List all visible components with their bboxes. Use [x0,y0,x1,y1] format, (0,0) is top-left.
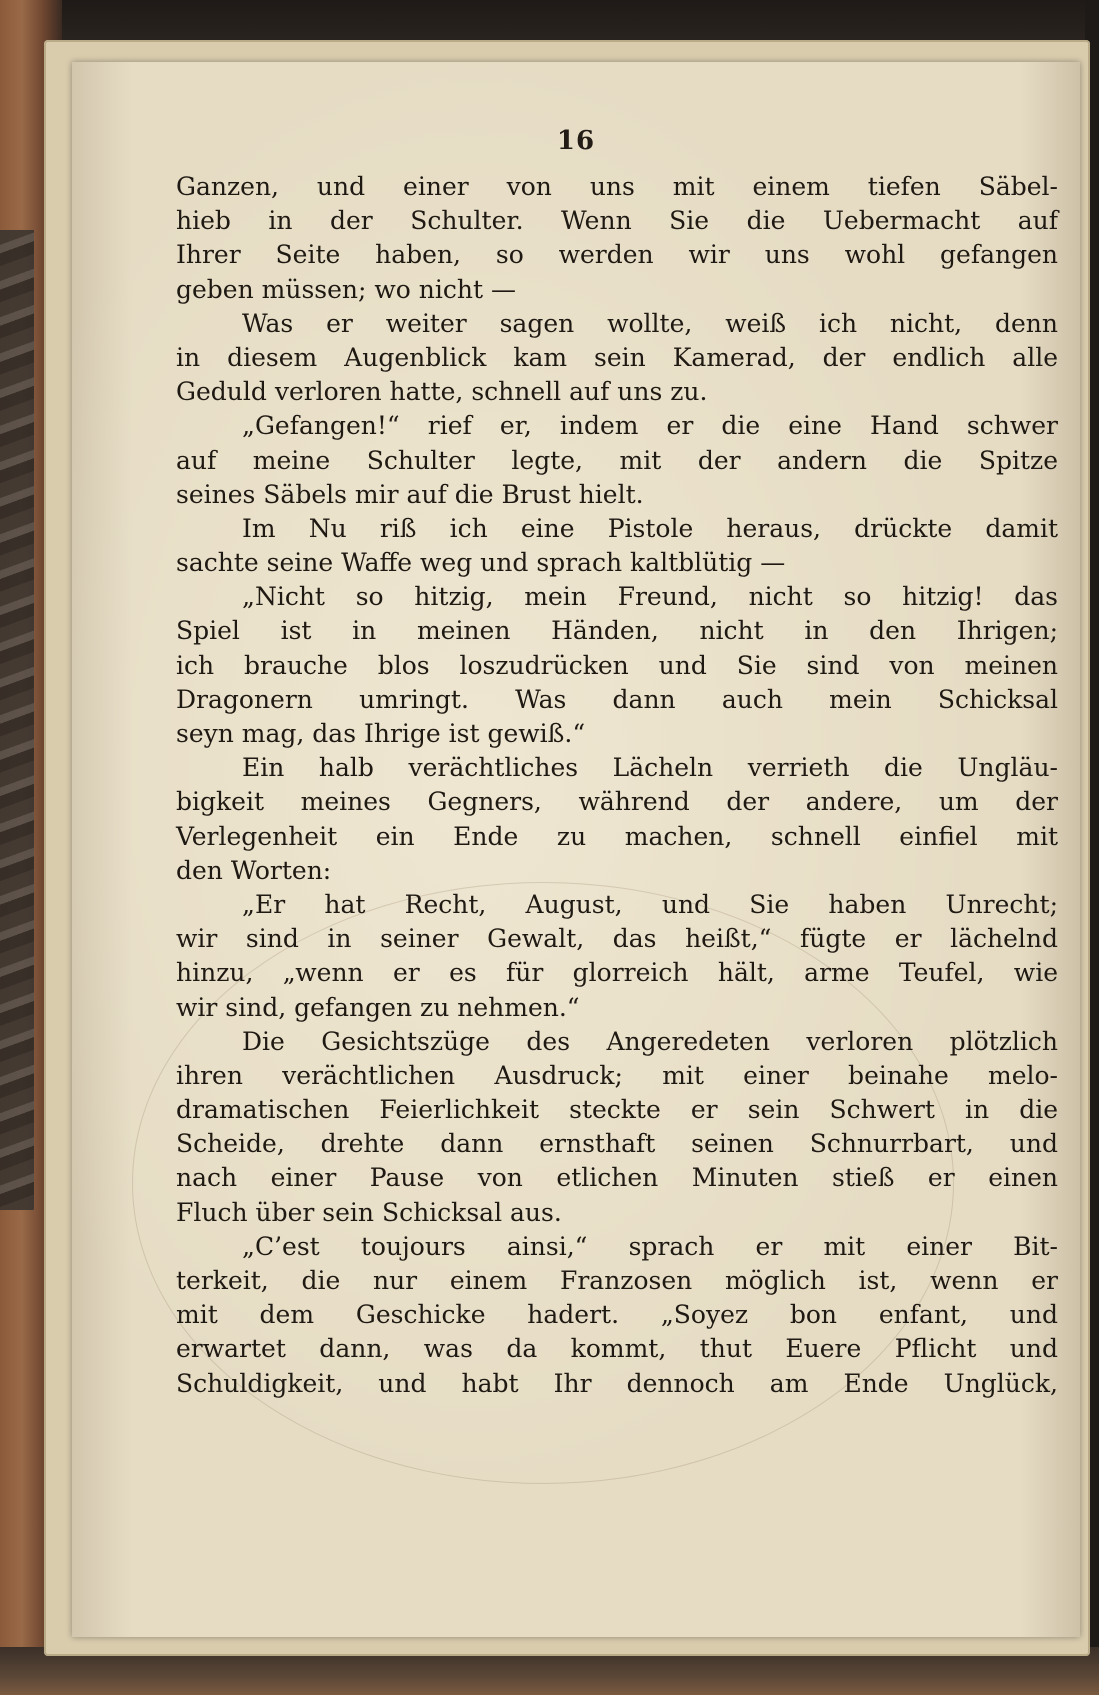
text-line: Geduld verloren hatte, schnell auf uns zu. [176,377,708,407]
text-line: Spiel ist in meinen Händen, nicht in den Ihrigen; [176,616,1058,646]
text-line: wir sind, gefangen zu nehmen.“ [176,992,580,1022]
text-line: ich brauche blos loszudrücken und Sie sind von meinen [176,650,1058,680]
page-number: 16 [556,126,596,156]
text-line: seyn mag, das Ihrige ist gewiß.“ [176,719,586,748]
text-line: geben müssen; wo nicht — [176,274,516,304]
text-line: Ganzen, und einer von uns mit einem tiefen Säbel- [176,172,1058,201]
text-line: „Er hat Recht, August, und Sie haben Unrecht; [242,889,1058,919]
text-line: „Nicht so hitzig, mein Freund, nicht so hitzig! das [242,582,1058,612]
text-line: Scheide, drehte dann ernsthaft seinen Schnurrbart, und [176,1129,1058,1159]
body-text [176,170,1058,1401]
text-line: Verlegenheit ein Ende zu machen, schnell einfiel mit [176,821,1058,851]
text-line: auf meine Schulter legte, mit der andern die Spitze [176,445,1058,475]
text-line: in diesem Augenblick kam sein Kamerad, der endlich alle [176,342,1058,372]
text-line: bigkeit meines Gegners, während der andere, um der [176,787,1058,817]
marbled-board [0,230,34,1210]
text-line: „C’est toujours ainsi,“ sprach er mit einer Bit- [242,1231,1058,1261]
text-line: erwartet dann, was da kommt, thut Euere Pflicht und [176,1334,1058,1364]
text-line: sachte seine Waffe weg und sprach kaltblütig — [176,548,786,578]
text-line: ihren verächtlichen Ausdruck; mit einer beinahe melo- [176,1060,1058,1090]
text-line: Die Gesichtszüge des Angeredeten verloren plötzlich [242,1026,1058,1056]
text-line: Fluch über sein Schicksal aus. [176,1197,562,1227]
text-line: Schuldigkeit, und habt Ihr dennoch am Ende Unglück, [176,1368,1058,1398]
text-line: Ihrer Seite haben, so werden wir uns wohl gefangen [176,240,1058,270]
text-line: den Worten: [176,855,332,885]
text-line: wir sind in seiner Gewalt, das heißt,“ fügte er lächelnd [176,924,1058,954]
text-line: „Gefangen!“ rief er, indem er die eine Hand schwer [242,411,1058,441]
text-line: Im Nu riß ich eine Pistole heraus, drückte damit [242,513,1058,543]
book-page [72,62,1080,1637]
text-line: Ein halb verächtliches Lächeln verrieth die Ungläu- [242,753,1058,783]
text-line: terkeit, die nur einem Franzosen möglich ist, wenn er [176,1266,1058,1295]
text-line: Dragonern umringt. Was dann auch mein Schicksal [176,684,1058,714]
text-line: dramatischen Feierlichkeit steckte er sein Schwert in die [176,1095,1058,1125]
text-line: nach einer Pause von etlichen Minuten stieß er einen [176,1163,1058,1193]
text-line: mit dem Geschicke hadert. „Soyez bon enfant, und [176,1300,1058,1330]
text-line: Was er weiter sagen wollte, weiß ich nicht, denn [242,308,1058,338]
text-line: hieb in der Schulter. Wenn Sie die Uebermacht auf [176,206,1058,236]
text-line: hinzu, „wenn er es für glorreich hält, arme Teufel, wie [176,958,1058,988]
text-line: seines Säbels mir auf die Brust hielt. [176,479,644,509]
